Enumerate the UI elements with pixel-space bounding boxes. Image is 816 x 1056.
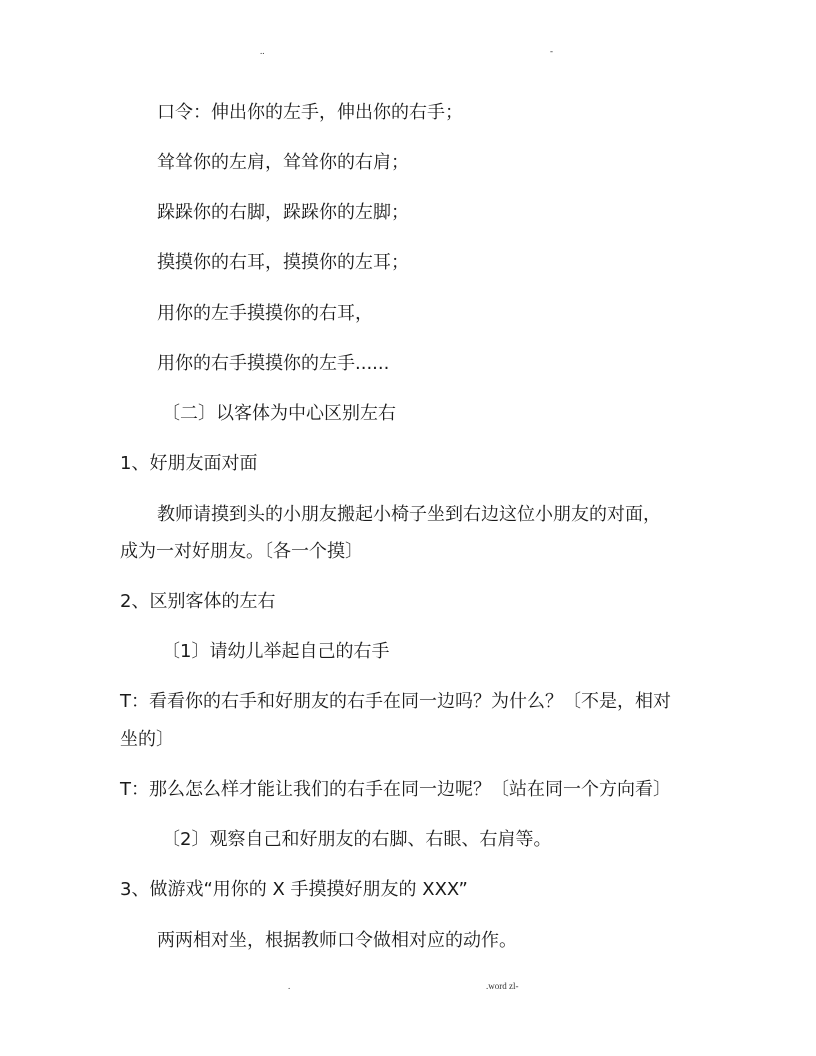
item-heading: 1、好朋友面对面 xyxy=(120,453,258,474)
text-line: 耸耸你的左肩，耸耸你的右肩； xyxy=(157,152,409,173)
text-line: 两两相对坐，根据教师口令做相对应的动作。 xyxy=(157,930,517,951)
item-heading: 2、区别客体的左右 xyxy=(120,591,276,612)
text-line: 摸摸你的右耳，摸摸你的左耳； xyxy=(157,252,409,273)
text-line: 用你的右手摸摸你的左手...... xyxy=(157,353,390,374)
text-line: 跺跺你的右脚，跺跺你的左脚； xyxy=(157,202,409,223)
header-left-mark: .. xyxy=(260,46,265,56)
sub-item: 〔2〕观察自己和好朋友的右脚、右眼、右肩等。 xyxy=(162,829,552,850)
section-heading: 〔二〕以客体为中心区别左右 xyxy=(162,403,396,424)
footer-right-mark: .word zl- xyxy=(486,981,519,991)
text-line: 口令：伸出你的左手，伸出你的右手； xyxy=(157,102,463,123)
text-line: 坐的〕 xyxy=(120,729,174,750)
header-right-mark: - xyxy=(550,46,553,56)
text-line: 成为一对好朋友。〔各一个摸〕 xyxy=(120,541,363,562)
sub-item: 〔1〕请幼儿举起自己的右手 xyxy=(162,641,390,662)
footer-left-mark: . xyxy=(288,981,291,991)
text-line: T：看看你的右手和好朋友的右手在同一边吗？为什么？〔不是，相对 xyxy=(120,691,671,712)
text-line: T：那么怎么样才能让我们的右手在同一边呢？〔站在同一个方向看〕 xyxy=(120,779,671,800)
text-line: 用你的左手摸摸你的右耳， xyxy=(157,303,373,324)
item-heading: 3、做游戏“用你的 X 手摸摸好朋友的 XXX” xyxy=(120,879,468,900)
text-line: 教师请摸到头的小朋友搬起小椅子坐到右边这位小朋友的对面， xyxy=(157,504,661,525)
